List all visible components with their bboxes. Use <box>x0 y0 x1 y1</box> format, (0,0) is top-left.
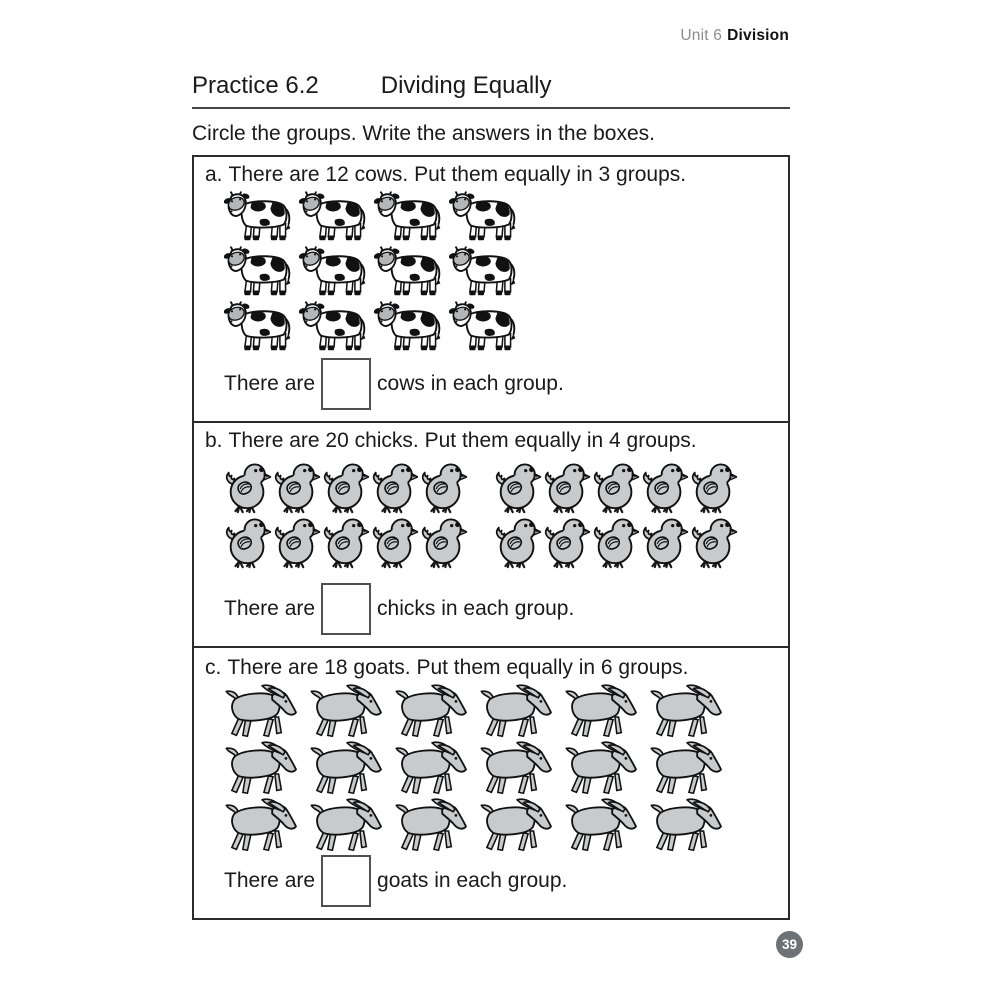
chick-icon <box>592 517 640 569</box>
problem-letter: b. <box>205 429 223 452</box>
goat-icon <box>309 741 387 796</box>
chick-icon <box>273 517 321 569</box>
problem-b-prompt <box>194 423 788 453</box>
problem-b-answer-line <box>224 583 788 635</box>
problem-letter: a. <box>205 163 223 186</box>
problem-c-prompt <box>194 648 788 680</box>
chick-icon <box>690 517 738 569</box>
practice-number: Practice 6.2 <box>192 72 319 99</box>
goat-icon <box>479 741 557 796</box>
goat-icon <box>564 798 642 853</box>
instruction-text: Circle the groups. Write the answers in the boxes. <box>192 122 655 145</box>
cow-icon <box>374 191 446 243</box>
page-content <box>192 72 790 920</box>
animal-group <box>224 684 727 739</box>
goat-grid <box>224 684 788 853</box>
chick-icon <box>273 462 321 514</box>
goat-icon <box>649 798 727 853</box>
animal-row <box>224 517 788 569</box>
chick-icon <box>641 517 689 569</box>
chick-grid <box>224 462 788 569</box>
animal-row <box>224 191 788 243</box>
page-header <box>680 27 789 45</box>
goat-icon <box>309 684 387 739</box>
chick-icon <box>322 517 370 569</box>
answer-suffix: goats in each group. <box>377 869 568 892</box>
cow-icon <box>299 246 371 298</box>
chick-icon <box>494 462 542 514</box>
practice-title-row <box>192 72 790 109</box>
animal-row <box>224 684 788 739</box>
cow-icon <box>224 191 296 243</box>
answer-input-a[interactable] <box>321 358 371 410</box>
animal-group <box>224 462 468 514</box>
animal-group <box>224 301 521 353</box>
cow-icon <box>299 301 371 353</box>
chick-icon <box>224 517 272 569</box>
page-title: Dividing Equally <box>380 72 552 99</box>
animal-group <box>494 517 738 569</box>
answer-input-b[interactable] <box>321 583 371 635</box>
goat-icon <box>224 684 302 739</box>
answer-suffix: chicks in each group. <box>377 597 575 620</box>
chick-icon <box>690 462 738 514</box>
animal-row <box>224 246 788 298</box>
animal-row <box>224 798 788 853</box>
goat-icon <box>564 741 642 796</box>
goat-icon <box>479 684 557 739</box>
goat-icon <box>224 798 302 853</box>
answer-input-c[interactable] <box>321 855 371 907</box>
chick-icon <box>494 517 542 569</box>
animal-group <box>224 798 727 853</box>
problem-a <box>192 155 790 423</box>
animal-group <box>224 741 727 796</box>
topic-label: Division <box>727 27 789 44</box>
problem-b <box>192 421 790 648</box>
problem-c-answer-line <box>224 855 788 907</box>
problem-prompt-text: There are 18 goats. Put them equally in 6 groups. <box>227 656 689 679</box>
chick-icon <box>420 517 468 569</box>
unit-label: Unit 6 <box>680 27 723 44</box>
answer-suffix: cows in each group. <box>377 372 564 395</box>
cow-icon <box>449 301 521 353</box>
cow-icon <box>449 191 521 243</box>
problem-list <box>192 155 790 920</box>
cow-icon <box>374 301 446 353</box>
chick-icon <box>322 462 370 514</box>
page-number-text: 39 <box>781 937 798 952</box>
cow-icon <box>449 246 521 298</box>
cow-icon <box>224 301 296 353</box>
chick-icon <box>224 462 272 514</box>
goat-icon <box>564 684 642 739</box>
chick-icon <box>543 462 591 514</box>
animal-row <box>224 462 788 514</box>
goat-icon <box>394 684 472 739</box>
goat-icon <box>224 741 302 796</box>
cow-icon <box>224 246 296 298</box>
answer-prefix: There are <box>224 597 316 620</box>
goat-icon <box>649 741 727 796</box>
goat-icon <box>479 798 557 853</box>
problem-c <box>192 646 790 920</box>
answer-prefix: There are <box>224 372 316 395</box>
problem-a-prompt <box>194 157 788 187</box>
cow-grid <box>224 191 788 353</box>
animal-row <box>224 741 788 796</box>
animal-group <box>224 191 521 243</box>
goat-icon <box>649 684 727 739</box>
cow-icon <box>374 246 446 298</box>
answer-prefix: There are <box>224 869 316 892</box>
cow-icon <box>299 191 371 243</box>
goat-icon <box>309 798 387 853</box>
chick-icon <box>641 462 689 514</box>
chick-icon <box>371 517 419 569</box>
animal-group <box>494 462 738 514</box>
goat-icon <box>394 741 472 796</box>
problem-letter: c. <box>205 656 222 679</box>
chick-icon <box>592 462 640 514</box>
chick-icon <box>543 517 591 569</box>
chick-icon <box>420 462 468 514</box>
animal-group <box>224 517 468 569</box>
animal-group <box>224 246 521 298</box>
page-number-badge <box>776 931 803 958</box>
chick-icon <box>371 462 419 514</box>
problem-prompt-text: There are 12 cows. Put them equally in 3 groups. <box>228 163 687 186</box>
problem-prompt-text: There are 20 chicks. Put them equally in 4 groups. <box>228 429 697 452</box>
goat-icon <box>394 798 472 853</box>
problem-a-answer-line <box>224 358 788 410</box>
animal-row <box>224 301 788 353</box>
